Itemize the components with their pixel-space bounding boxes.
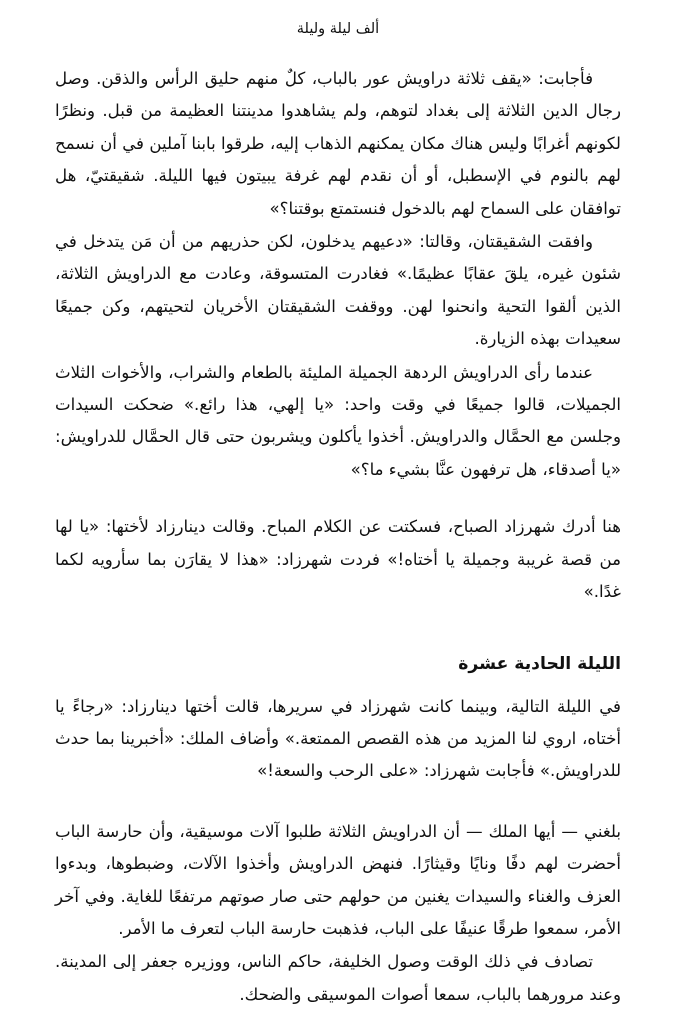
running-head: ألف ليلة وليلة: [296, 21, 380, 37]
paragraph-musical-instruments: بلغني — أيها الملك — أن الدراويش الثلاثة طلبوا آلات موسيقية، وأن حارسة الباب أحضرت لهم دفًا ونايًا وقيثارًا. فنهض الدراويش وأخذوا الآلات، وضبطوها، وبدءوا العزف والغناء والسيدات يغنين من حولهم حتى صار صوتهم مرتفعًا للغاية. وفي آخر الأمر، سمعوا طرقًا عنيفًا على الباب، فذهبت حارسة الباب لتعرف ما الأمر.: [55, 821, 621, 938]
paragraph-dervishes-at-door: فأجابت: «يقف ثلاثة دراويش عور بالباب، كلٌ منهم حليق الرأس والذقن. وصل رجال الدين الثلاثة إلى بغداد لتوهم، ولم يشاهدوا مدينتنا العظيمة من قبل. ونظرًا لكونهم أغرابًا وليس هناك مكان يمكنهم الذهاب إليه، طرقوا بابنا آملين في أن نسمح لهم بالنوم في الإسطبل، أو أن نقدم لهم غرفة يبيتون فيها الليلة. شقيقتيّ، هل توافقان على السماح لهم بالدخول فنستمتع بوقتنا؟»: [55, 69, 621, 218]
paragraph-chapter-intro: في الليلة التالية، وبينما كانت شهرزاد في سريرها، قالت أختها دينارزاد: «رجاءً يا أختاه، اروي لنا المزيد من هذه القصص الممتعة.» وأضاف الملك: «أخبرينا بما حدث للدراويش.» فأجابت شهرزاد: «على الرحب والسعة!»: [55, 696, 621, 781]
paragraph-sisters-agree: وافقت الشقيقتان، وقالتا: «دعيهم يدخلون، لكن حذريهم من أن مَن يتدخل في شئون غيره، يلقَ عقابًا عظيمًا.» فغادرت المتسوقة، وعادت مع الدراويش الثلاثة، الذين ألقوا التحية وانحنوا لهن. ووقفت الشقيقتان الأخريان لتحيتهم، وكن جميعًا سعيدات بهذه الزيارة.: [55, 232, 621, 349]
chapter-title: الليلة الحادية عشرة: [458, 653, 621, 674]
paragraph-caliph-arrives: تصادف في ذلك الوقت وصول الخليفة، حاكم الناس، ووزيره جعفر إلى المدينة. وعند مرورهما بالباب، سمعا أصوات الموسيقى والضحك.: [55, 952, 621, 1004]
paragraph-morning-closing: هنا أدرك شهرزاد الصباح، فسكتت عن الكلام المباح. وقالت دينارزاد لأختها: «يا لها من قصة غريبة وجميلة يا أختاه!» فردت شهرزاد: «هذا لا يقارَن بما سأرويه لكما غدًا.»: [55, 517, 621, 602]
paragraph-dervishes-feast: عندما رأى الدراويش الردهة الجميلة المليئة بالطعام والشراب، والأخوات الثلاث الجميلات، قالوا جميعًا في وقت واحد: «يا إلهي، هذا رائع.» ضحكت السيدات وجلسن مع الحمَّال والدراويش. أخذوا يأكلون ويشربون حتى قال الحمَّال للدراويش: «يا أصدقاء، هل ترفهون عنَّا بشيء ما؟»: [55, 362, 621, 479]
